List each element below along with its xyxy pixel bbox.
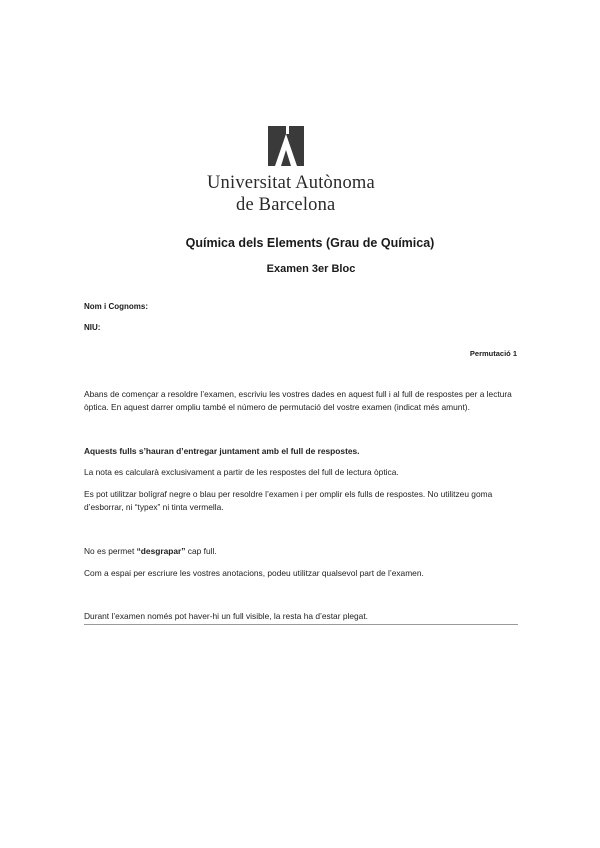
no-tear-suffix: cap full. bbox=[185, 546, 217, 556]
instruction-pen: Es pot utilitzar bolígraf negre o blau per resoldre l’examen i per omplir els fulls de respostes. No utilitzeu goma d’esborrar, ni “typex” ni tinta vermella. bbox=[84, 489, 493, 512]
university-name-line1: Universitat Autònoma bbox=[207, 173, 375, 193]
instruction-visible: Durant l’examen només pot haver-hi un full visible, la resta ha d’estar plegat. bbox=[84, 611, 368, 621]
instruction-grading: La nota es calcularà exclusivament a partir de les respostes del full de lectura òptica. bbox=[84, 467, 399, 477]
instruction-intro: Abans de començar a resoldre l’examen, escriviu les vostres dades en aquest full i al full de respostes per a lectura òptica. En aquest darrer ompliu també el número de permutació del vostre examen (indicat més amunt). bbox=[84, 389, 512, 412]
niu-field-label: NIU: bbox=[84, 323, 101, 332]
instruction-no-tear bbox=[84, 545, 524, 558]
no-tear-bold: “desgrapar” bbox=[136, 546, 186, 556]
no-tear-prefix: No es permet bbox=[84, 546, 137, 556]
instruction-deliver bbox=[84, 445, 524, 458]
permutation-number: Permutació 1 bbox=[469, 349, 517, 358]
university-name bbox=[180, 172, 390, 216]
course-title: Química dels Elements (Grau de Química) bbox=[185, 236, 435, 250]
name-field-label: Nom i Cognoms: bbox=[84, 302, 148, 311]
exam-title: Examen 3er Bloc bbox=[266, 263, 356, 275]
uab-logo-icon bbox=[268, 126, 304, 166]
instruction-deliver-text: Aquests fulls s’hauran d’entregar juntament amb el full de respostes. bbox=[84, 446, 360, 456]
divider-line bbox=[84, 624, 518, 625]
university-name-line2: de Barcelona bbox=[236, 195, 336, 215]
instruction-notes: Com a espai per escriure les vostres anotacions, podeu utilitzar qualsevol part de l’examen. bbox=[84, 568, 424, 578]
